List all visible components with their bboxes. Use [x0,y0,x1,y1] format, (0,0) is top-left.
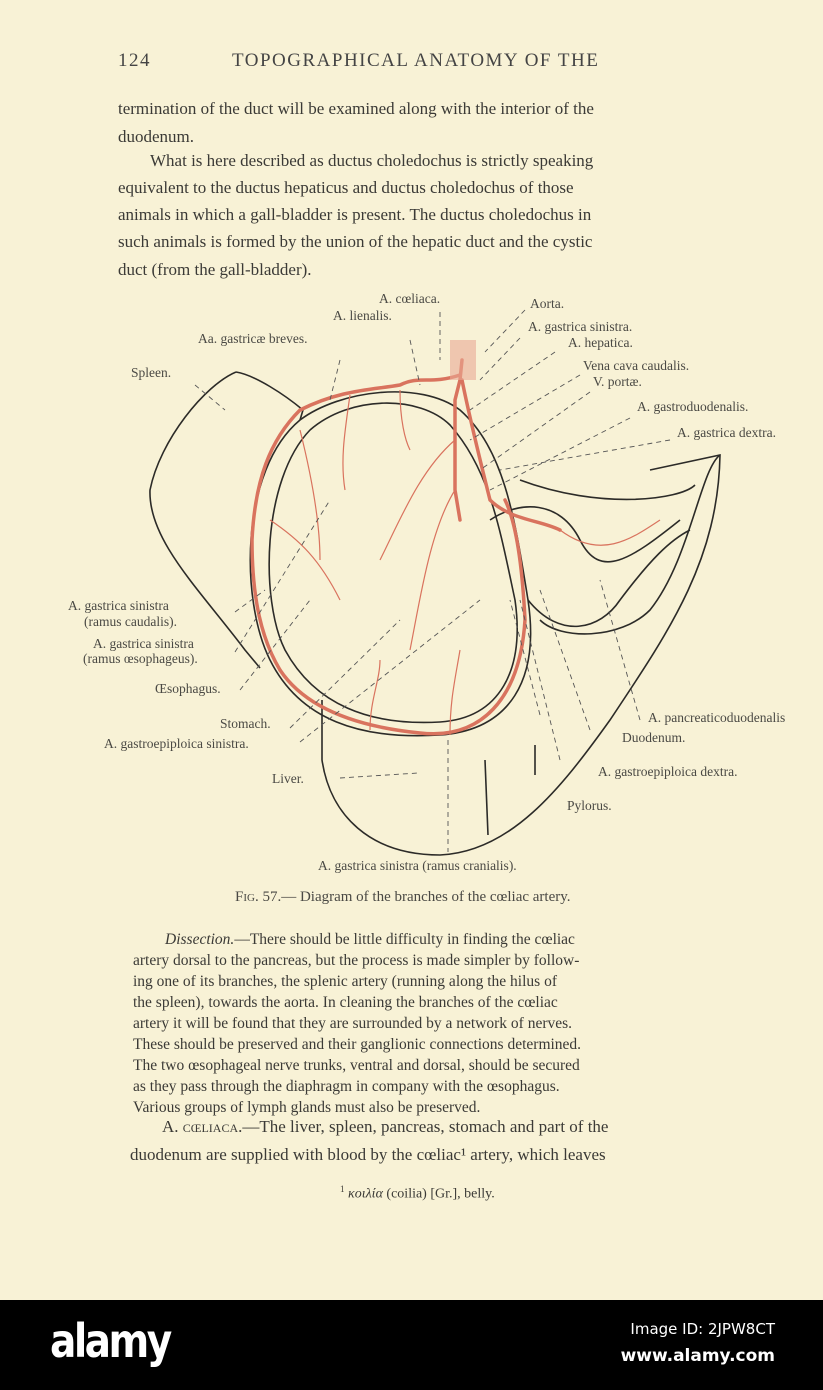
dissection-line: ing one of its branches, the splenic artery (running along the hilus of [133,973,557,990]
spleen-edge [236,372,303,420]
alamy-logo: alamy [50,1314,170,1368]
body-line: duct (from the gall-bladder). [118,260,312,279]
coeliaca-line: duodenum are supplied with blood by the cœliac¹ artery, which leaves [130,1145,606,1164]
footnote [340,1184,495,1203]
image-id: Image ID: 2JPW8CT [630,1320,775,1338]
label-vena-cava: Vena cava caudalis. [583,358,690,373]
label-hepatica: A. hepatica. [568,335,633,350]
label-gastroduodenalis: A. gastroduodenalis. [637,399,749,414]
gastroepiploica-artery [280,500,525,734]
body-line: animals in which a gall-bladder is present. The ductus choledochus in [118,205,592,224]
dissection-line [165,931,575,949]
label-duodenum: Duodenum. [622,730,686,745]
label-spleen: Spleen. [131,365,172,380]
label-gs-cranialis: A. gastrica sinistra (ramus cranialis). [318,858,517,873]
pylorus-lines [485,745,535,835]
label-gastrica-sinistra: A. gastrica sinistra. [528,319,633,334]
label-stomach: Stomach. [220,716,271,731]
dissection-line: the spleen), towards the aorta. In cleaning the branches of the cœliac [133,994,558,1011]
artery-branch [270,390,660,735]
dissection-line: artery dorsal to the pancreas, but the process is made simpler by follow- [133,952,580,969]
label-gs-caudalis-sub: (ramus caudalis). [84,614,177,629]
caption-text: — Diagram of the branches of the cœliac artery. [281,889,571,905]
figure-number: Fig. 57. [235,889,282,905]
label-gastrica-dextra: A. gastrica dextra. [677,425,776,440]
coeliaca-heading: A. cœliaca. [162,1117,243,1136]
footnote-greek: κοιλία [348,1186,383,1202]
body-line: termination of the duct will be examined along with the interior of the [118,99,594,118]
page-number: 124 [118,50,151,71]
footnote-marker: 1 [340,1184,345,1194]
label-coeliaca: A. cœliaca. [379,291,441,306]
dissection-line: artery it will be found that they are surrounded by a network of nerves. [133,1015,573,1032]
footnote-text: (coilia) [Gr.], belly. [382,1186,495,1202]
aorta-block [450,340,476,380]
label-lienalis: A. lienalis. [333,308,392,323]
body-line: equivalent to the ductus hepaticus and ductus choledochus of those [118,178,574,197]
body-line: such animals is formed by the union of the hepatic duct and the cystic [118,232,593,251]
label-v-portae: V. portæ. [593,374,642,389]
coeliaca-line [162,1117,608,1137]
label-gs-oesophageus: A. gastrica sinistra [93,636,194,651]
coeliaca-text: —The liver, spleen, pancreas, stomach and part of the [242,1117,609,1136]
label-pancreaticoduodenalis: A. pancreaticoduodenalis [648,710,786,725]
label-pylorus: Pylorus. [567,798,612,813]
figure-caption [235,889,571,906]
label-gastroepiploica-sinistra: A. gastroepiploica sinistra. [104,736,249,751]
running-title: TOPOGRAPHICAL ANATOMY OF THE [232,50,600,71]
label-gs-caudalis: A. gastrica sinistra [68,598,169,613]
coeliac-artery-diagram [0,290,823,870]
stomach-inner [269,403,517,722]
dissection-line: as they pass through the diaphragm in company with the œsophagus. [133,1078,560,1095]
label-liver: Liver. [272,771,304,786]
site-url: www.alamy.com [620,1346,775,1366]
label-gs-oesophageus-sub: (ramus œsophageus). [83,651,198,666]
dissection-line: The two œsophageal nerve trunks, ventral and dorsal, should be secured [133,1057,580,1074]
dissection-line: These should be preserved and their ganglionic connections determined. [133,1036,582,1053]
dissection-heading: Dissection. [165,931,235,948]
label-gastroepiploica-dextra: A. gastroepiploica dextra. [598,764,738,779]
label-aorta: Aorta. [530,296,565,311]
watermark-bar [0,1300,823,1390]
label-gastricae-breves: Aa. gastricæ breves. [198,331,308,346]
body-line: What is here described as ductus choledochus is strictly speaking [150,151,594,170]
splenic-artery [252,375,460,670]
duodenum-loop [520,455,720,634]
dissection-line: Various groups of lymph glands must also be preserved. [133,1099,481,1116]
dissection-text: —There should be little difficulty in finding the cœliac [234,931,575,948]
body-line: duodenum. [118,127,195,146]
label-oesophagus: Œsophagus. [155,681,221,696]
